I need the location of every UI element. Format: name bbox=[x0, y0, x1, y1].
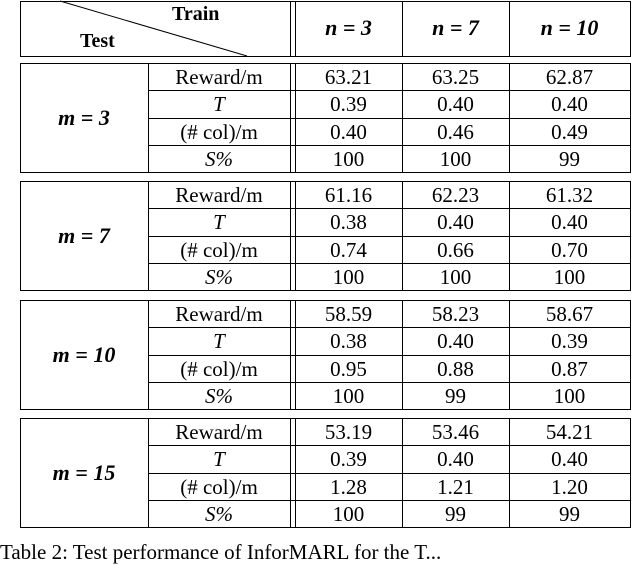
metric-label: T bbox=[213, 210, 225, 235]
metric-label: T bbox=[213, 92, 225, 117]
value-cell: 0.40 bbox=[437, 329, 474, 354]
metric-label: S% bbox=[205, 264, 233, 289]
metric-label: T bbox=[213, 329, 225, 354]
column-header: n = 3 bbox=[325, 15, 372, 40]
value-cell: 100 bbox=[439, 264, 472, 289]
metric-label: S% bbox=[205, 146, 233, 171]
value-cell: 100 bbox=[332, 383, 365, 408]
value-cell: 0.40 bbox=[437, 92, 474, 117]
value-cell: 62.87 bbox=[545, 65, 594, 90]
value-cell: 53.19 bbox=[324, 420, 373, 445]
value-cell: 61.32 bbox=[545, 183, 594, 208]
value-cell: 54.21 bbox=[545, 420, 594, 445]
group-label: m = 7 bbox=[58, 222, 110, 248]
value-cell: 0.39 bbox=[330, 447, 367, 472]
group-label: m = 3 bbox=[58, 104, 110, 130]
table-rule bbox=[20, 63, 21, 172]
table-rule bbox=[630, 63, 631, 173]
table-rule bbox=[20, 300, 21, 409]
metric-label: (# col)/m bbox=[180, 119, 258, 144]
group-label: m = 10 bbox=[52, 341, 116, 367]
value-cell: 0.40 bbox=[551, 210, 588, 235]
value-cell: 58.23 bbox=[431, 302, 480, 327]
value-cell: 0.70 bbox=[551, 237, 588, 262]
train-label: Train bbox=[172, 3, 220, 25]
value-cell: 99 bbox=[559, 501, 580, 526]
value-cell: 100 bbox=[332, 501, 365, 526]
metric-label: (# col)/m bbox=[180, 237, 258, 262]
table-rule bbox=[20, 418, 21, 527]
value-cell: 1.21 bbox=[437, 474, 474, 499]
table-rule bbox=[630, 181, 631, 291]
value-cell: 0.39 bbox=[551, 329, 588, 354]
value-cell: 0.88 bbox=[437, 356, 474, 381]
metric-label: Reward/m bbox=[175, 420, 263, 445]
value-cell: 0.87 bbox=[551, 356, 588, 381]
value-cell: 0.46 bbox=[437, 119, 474, 144]
value-cell: 58.59 bbox=[324, 302, 373, 327]
value-cell: 63.21 bbox=[324, 65, 373, 90]
value-cell: 99 bbox=[445, 501, 466, 526]
metric-label: (# col)/m bbox=[180, 356, 258, 381]
value-cell: 0.39 bbox=[330, 92, 367, 117]
value-cell: 100 bbox=[332, 146, 365, 171]
value-cell: 0.40 bbox=[437, 447, 474, 472]
table-rule bbox=[630, 300, 631, 410]
value-cell: 0.74 bbox=[330, 237, 367, 262]
metric-label: T bbox=[213, 447, 225, 472]
value-cell: 100 bbox=[553, 383, 586, 408]
value-cell: 0.40 bbox=[437, 210, 474, 235]
table-rule bbox=[20, 181, 21, 290]
value-cell: 0.38 bbox=[330, 329, 367, 354]
group-label: m = 15 bbox=[52, 459, 116, 485]
value-cell: 58.67 bbox=[545, 302, 594, 327]
value-cell: 53.46 bbox=[431, 420, 480, 445]
metric-label: Reward/m bbox=[175, 302, 263, 327]
table-rule bbox=[630, 418, 631, 528]
test-label: Test bbox=[80, 30, 115, 52]
value-cell: 0.66 bbox=[437, 237, 474, 262]
value-cell: 100 bbox=[553, 264, 586, 289]
value-cell: 0.40 bbox=[330, 119, 367, 144]
metric-label: Reward/m bbox=[175, 183, 263, 208]
value-cell: 63.25 bbox=[431, 65, 480, 90]
metric-label: (# col)/m bbox=[180, 474, 258, 499]
value-cell: 1.20 bbox=[551, 474, 588, 499]
value-cell: 0.40 bbox=[551, 447, 588, 472]
value-cell: 1.28 bbox=[330, 474, 367, 499]
value-cell: 0.95 bbox=[330, 356, 367, 381]
value-cell: 0.49 bbox=[551, 119, 588, 144]
column-header: n = 7 bbox=[432, 15, 479, 40]
metric-label: S% bbox=[205, 383, 233, 408]
value-cell: 100 bbox=[332, 264, 365, 289]
metric-label: Reward/m bbox=[175, 65, 263, 90]
table-caption: Table 2: Test performance of InforMARL for the T... bbox=[0, 540, 442, 564]
value-cell: 62.23 bbox=[431, 183, 480, 208]
value-cell: 100 bbox=[439, 146, 472, 171]
value-cell: 0.38 bbox=[330, 210, 367, 235]
column-header: n = 10 bbox=[540, 15, 599, 40]
metric-label: S% bbox=[205, 501, 233, 526]
value-cell: 99 bbox=[559, 146, 580, 171]
value-cell: 0.40 bbox=[551, 92, 588, 117]
value-cell: 61.16 bbox=[324, 183, 373, 208]
value-cell: 99 bbox=[445, 383, 466, 408]
